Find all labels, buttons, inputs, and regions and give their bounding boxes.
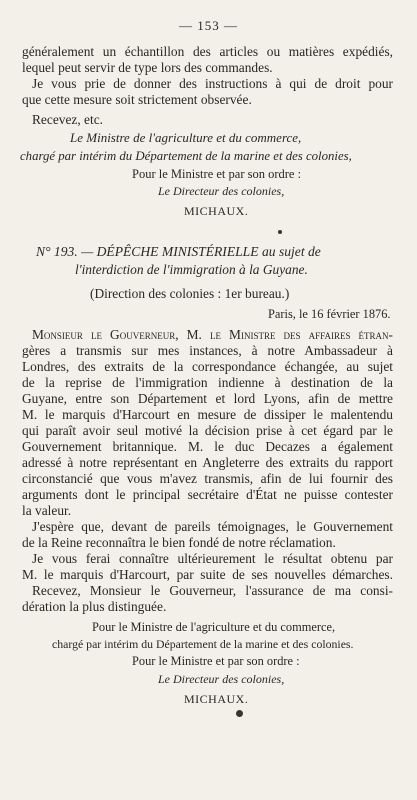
prev-closing: Recevez, etc. — [32, 112, 103, 127]
signature-order: Pour le Ministre et par son ordre : — [132, 654, 300, 668]
prev-signature-interim: chargé par intérim du Département de la marine et des colonies, — [20, 149, 352, 163]
prev-signature-name: MICHAUX. — [184, 204, 249, 218]
prev-signature-director: Le Directeur des colonies, — [158, 184, 285, 198]
body-line: Je vous ferai connaître ultérieurement le résultat obtenu par — [32, 551, 393, 566]
body-line: Guyane, entre son Département et lord Lyons, afin de mettre — [22, 391, 393, 406]
signature-director: Le Directeur des colonies, — [158, 672, 285, 686]
signature-interim: chargé par intérim du Département de la marine et des colonies. — [52, 637, 354, 651]
signature-minister: Pour le Ministre de l'agriculture et du commerce, — [92, 620, 336, 634]
document-date: Paris, le 16 février 1876. — [268, 307, 391, 321]
body-line: M. le marquis d'Harcourt, par suite de ses nouvelles démarches. — [22, 567, 393, 582]
body-line: gères a transmis sur mes instances, à notre Ambassadeur à — [22, 343, 393, 358]
body-line: adressé à notre représentant en Angleterre des extraits du rapport — [22, 455, 393, 470]
page-number: — 153 — — [179, 18, 238, 33]
body-line: Gouvernement britannique. M. le duc Decazes a également — [22, 439, 393, 454]
body-line: M. le marquis d'Harcourt en mesure de dissiper le malentendu — [22, 407, 393, 422]
body-line: de la Reine reconnaîtra le bien fondé de notre réclamation. — [22, 535, 336, 550]
ornament-dot — [278, 230, 282, 234]
prev-signature-order: Pour le Ministre et par son ordre : — [132, 167, 302, 181]
body-line: de la reprise de l'immigration indienne à destination de la — [22, 375, 393, 390]
direction-note: (Direction des colonies : 1er bureau.) — [90, 286, 290, 301]
ornament-dot — [236, 710, 243, 717]
body-line: qui paraît avoir seul motivé la décision prise à cet égard par le — [22, 423, 393, 438]
signature-name: MICHAUX. — [184, 692, 249, 706]
document-heading: N° 193. — DÉPÊCHE MINISTÉRIELLE au sujet de — [36, 244, 321, 259]
body-line: dération la plus distinguée. — [22, 599, 167, 614]
document-heading-subject: l'interdiction de l'immigration à la Guyane. — [75, 262, 308, 277]
body-line: la valeur. — [22, 503, 72, 518]
body-line: J'espère que, devant de pareils témoignages, le Gouvernement — [32, 519, 393, 534]
body-line: Monsieur le Gouverneur, M. le Ministre des affaires étran- — [32, 327, 393, 342]
body-line: Recevez, Monsieur le Gouverneur, l'assurance de ma consi- — [32, 583, 393, 598]
body-line: Londres, des extraits de la correspondance échangée, au sujet — [22, 359, 393, 374]
prev-text-line: Je vous prie de donner des instructions à qui de droit pour — [32, 76, 393, 91]
body-line: circonstancié que vous m'avez transmis, afin de lui fournir des — [22, 471, 393, 486]
prev-text-line: généralement un échantillon des articles ou matières expédiés, — [22, 44, 393, 59]
prev-text-line: lequel peut servir de type lors des commandes. — [22, 60, 273, 75]
prev-signature-minister: Le Ministre de l'agriculture et du commerce, — [70, 130, 302, 145]
prev-text-line: que cette mesure soit strictement observée. — [22, 92, 252, 107]
body-line: arguments dont le principal secrétaire d'État ne puisse contester — [22, 487, 393, 502]
